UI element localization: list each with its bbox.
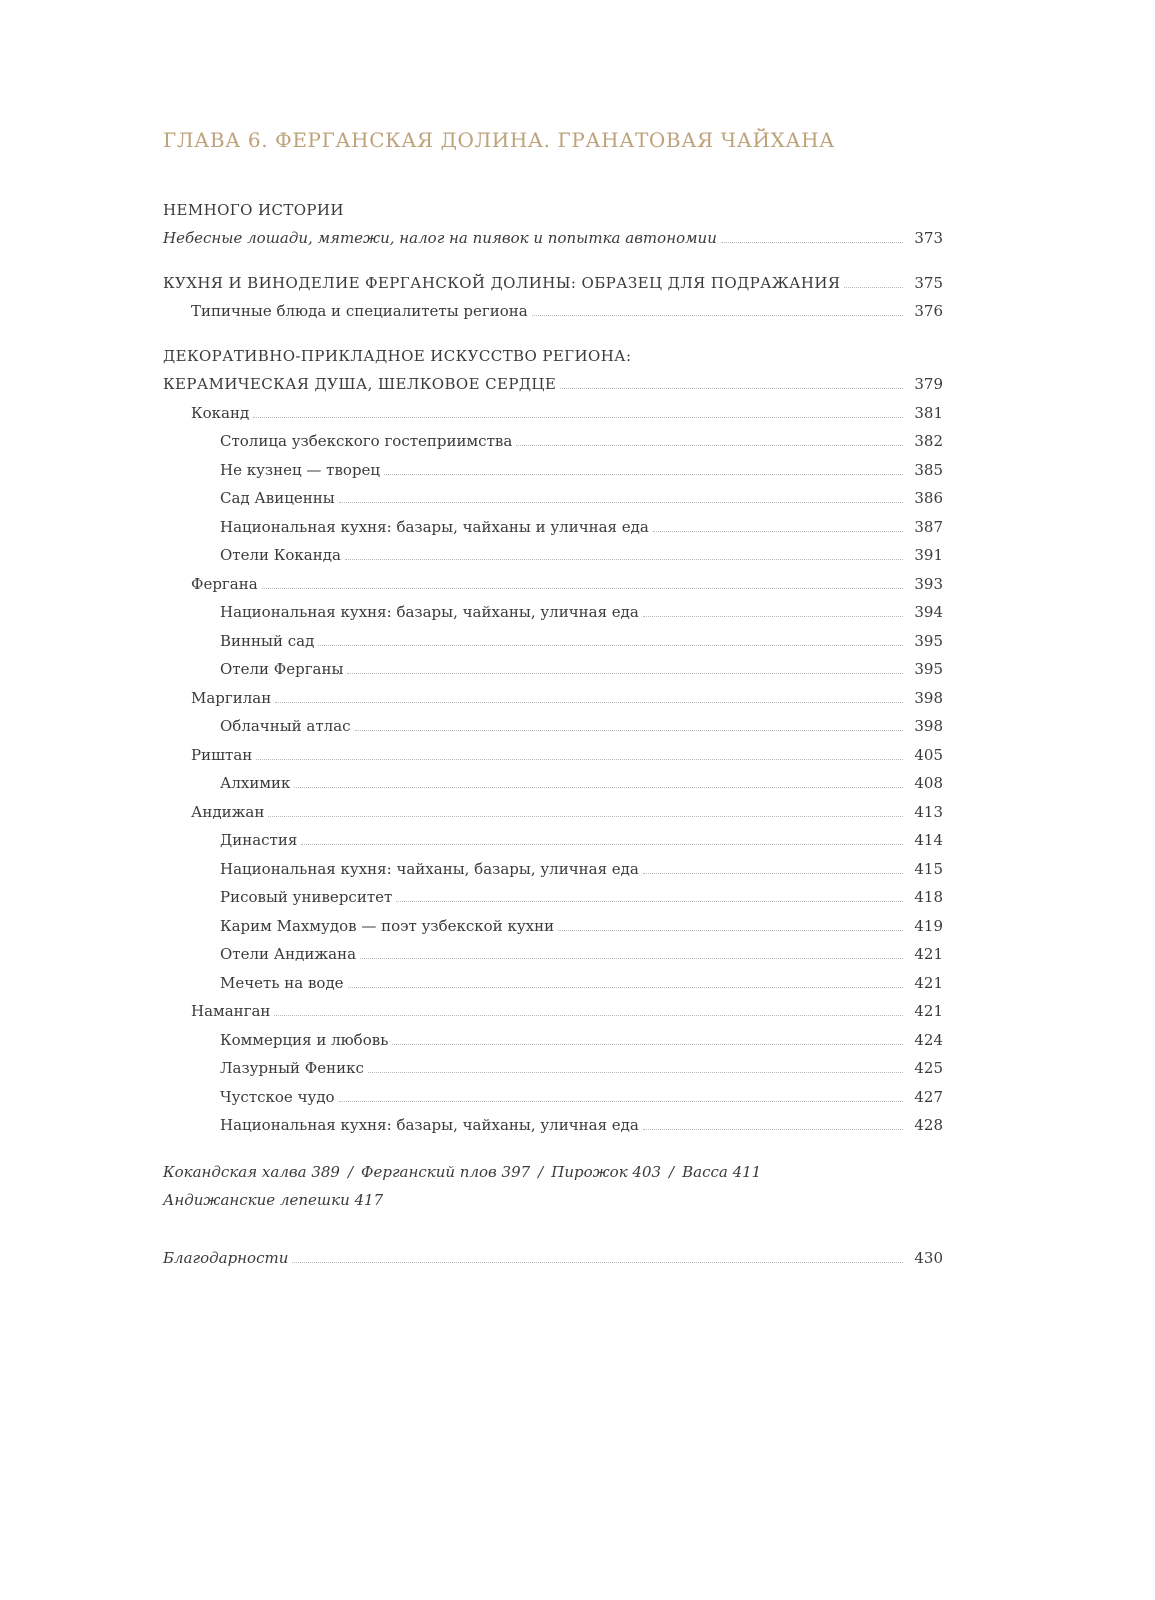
toc-entry[interactable]: [163, 1238, 943, 1267]
dot-leader: [318, 644, 903, 646]
dot-leader: [274, 1014, 903, 1016]
dot-leader: [643, 615, 903, 617]
dot-leader: [339, 1100, 903, 1102]
dot-leader: [392, 1043, 903, 1045]
toc-entry[interactable]: [163, 450, 943, 479]
recipe-item[interactable]: Васса 411: [682, 1163, 762, 1181]
entry-label: Лазурный Феникс: [220, 1059, 368, 1077]
separator: /: [347, 1163, 354, 1181]
recipe-line: [163, 1186, 761, 1214]
toc-entry[interactable]: [163, 422, 943, 451]
dot-leader: [532, 314, 903, 316]
page-number: 375: [903, 274, 943, 292]
dot-leader: [294, 786, 903, 788]
toc-section-heading: [163, 336, 943, 365]
entry-label: Национальная кухня: базары, чайханы, уличная еда: [220, 603, 643, 621]
page-number: 415: [903, 860, 943, 878]
page-number: 398: [903, 689, 943, 707]
toc-list: [163, 190, 943, 1134]
recipe-line: [163, 1158, 761, 1186]
page-number: 421: [903, 945, 943, 963]
entry-label: Алхимик: [220, 774, 294, 792]
toc-entry[interactable]: [163, 1077, 943, 1106]
dot-leader: [643, 1128, 903, 1130]
toc-entry[interactable]: [163, 906, 943, 935]
page-number: 418: [903, 888, 943, 906]
toc-section-heading[interactable]: [163, 263, 943, 292]
page-number: 395: [903, 632, 943, 650]
dot-leader: [384, 473, 903, 475]
toc-section-heading: [163, 190, 943, 219]
toc-entry[interactable]: [163, 821, 943, 850]
section-title: ДЕКОРАТИВНО-ПРИКЛАДНОЕ ИСКУССТВО РЕГИОНА:: [163, 347, 635, 365]
page-number: 376: [903, 302, 943, 320]
dot-leader: [643, 872, 903, 874]
page-number: 428: [903, 1116, 943, 1134]
page-number: 379: [903, 375, 943, 393]
dot-leader: [368, 1071, 903, 1073]
entry-label: Не кузнец — творец: [220, 461, 384, 479]
separator: /: [538, 1163, 544, 1181]
entry-label: Карим Махмудов — поэт узбекской кухни: [220, 917, 558, 935]
dot-leader: [516, 444, 903, 446]
page-number: 424: [903, 1031, 943, 1049]
toc-entry[interactable]: [163, 1049, 943, 1078]
page-number: 395: [903, 660, 943, 678]
recipe-list: [163, 1158, 761, 1214]
toc-entry[interactable]: [163, 507, 943, 536]
dot-leader: [844, 286, 903, 288]
page-number: 381: [903, 404, 943, 422]
page-number: 373: [903, 229, 943, 247]
page-number: 419: [903, 917, 943, 935]
entry-label: Коммерция и любовь: [220, 1031, 392, 1049]
toc-entry[interactable]: [163, 878, 943, 907]
recipe-item[interactable]: Кокандская халва 389: [163, 1163, 340, 1181]
toc-entry[interactable]: [163, 764, 943, 793]
page-number: 391: [903, 546, 943, 564]
page-number: 413: [903, 803, 943, 821]
entry-label: Сад Авиценны: [220, 489, 339, 507]
entry-label: Благодарности: [163, 1249, 292, 1267]
entry-label: Национальная кухня: чайханы, базары, уличная еда: [220, 860, 643, 878]
separator: /: [669, 1163, 675, 1181]
dot-leader: [355, 729, 903, 731]
page-number: 398: [903, 717, 943, 735]
toc-entry[interactable]: [163, 963, 943, 992]
toc-entry[interactable]: [163, 593, 943, 622]
toc-entry[interactable]: [163, 935, 943, 964]
entry-label: Облачный атлас: [220, 717, 355, 735]
toc-city-entry[interactable]: [163, 393, 943, 422]
dot-leader: [339, 501, 903, 503]
entry-label: Отели Ферганы: [220, 660, 347, 678]
entry-label: Риштан: [191, 746, 256, 764]
dot-leader: [348, 986, 903, 988]
dot-leader: [292, 1261, 903, 1263]
dot-leader: [275, 701, 903, 703]
toc-entry[interactable]: [163, 707, 943, 736]
toc-city-entry[interactable]: [163, 564, 943, 593]
entry-label: Маргилан: [191, 689, 275, 707]
toc-entry[interactable]: [163, 849, 943, 878]
recipe-item[interactable]: Пирожок 403: [551, 1163, 662, 1181]
page-number: 427: [903, 1088, 943, 1106]
toc-city-entry[interactable]: [163, 992, 943, 1021]
dot-leader: [347, 672, 903, 674]
toc-entry[interactable]: [163, 536, 943, 565]
page-number: 385: [903, 461, 943, 479]
recipe-item[interactable]: Андижанские лепешки 417: [163, 1191, 384, 1209]
dot-leader: [721, 241, 903, 243]
entry-label: Типичные блюда и специалитеты региона: [191, 302, 532, 320]
entry-label: Андижан: [191, 803, 268, 821]
page-number: 421: [903, 974, 943, 992]
section-title: КУХНЯ И ВИНОДЕЛИЕ ФЕРГАНСКОЙ ДОЛИНЫ: ОБРАЗЕЦ ДЛЯ ПОДРАЖАНИЯ: [163, 274, 844, 292]
dot-leader: [256, 758, 903, 760]
toc-city-entry[interactable]: [163, 792, 943, 821]
entry-label: Мечеть на воде: [220, 974, 348, 992]
dot-leader: [268, 815, 903, 817]
page-number: 414: [903, 831, 943, 849]
section-title: НЕМНОГО ИСТОРИИ: [163, 201, 348, 219]
dot-leader: [396, 900, 903, 902]
dot-leader: [253, 416, 903, 418]
entry-label: Наманган: [191, 1002, 274, 1020]
section-title-continued: КЕРАМИЧЕСКАЯ ДУША, ШЕЛКОВОЕ СЕРДЦЕ: [163, 375, 560, 393]
toc-entry[interactable]: [163, 1106, 943, 1135]
dot-leader: [560, 387, 903, 389]
page-number: 387: [903, 518, 943, 536]
toc-entry[interactable]: [163, 219, 943, 248]
chapter-title: ГЛАВА 6. ФЕРГАНСКАЯ ДОЛИНА. ГРАНАТОВАЯ ЧАЙХАНА: [163, 128, 835, 152]
recipe-item[interactable]: Ферганский плов 397: [361, 1163, 531, 1181]
toc-entry[interactable]: [163, 292, 943, 321]
entry-label: Династия: [220, 831, 301, 849]
entry-label: Винный сад: [220, 632, 318, 650]
page-number: 382: [903, 432, 943, 450]
entry-label: Столица узбекского гостеприимства: [220, 432, 516, 450]
entry-label: Национальная кухня: базары, чайханы, уличная еда: [220, 1116, 643, 1134]
page-number: 430: [903, 1249, 943, 1267]
page-number: 386: [903, 489, 943, 507]
toc-city-entry[interactable]: [163, 678, 943, 707]
toc-entry[interactable]: [163, 650, 943, 679]
toc-entry[interactable]: [163, 479, 943, 508]
acknowledgements-entry: [163, 1238, 943, 1267]
entry-label: Отели Коканда: [220, 546, 345, 564]
page-number: 421: [903, 1002, 943, 1020]
toc-section-heading[interactable]: [163, 365, 943, 394]
page-number: 394: [903, 603, 943, 621]
dot-leader: [262, 587, 903, 589]
dot-leader: [345, 558, 903, 560]
page-number: 393: [903, 575, 943, 593]
dot-leader: [301, 843, 903, 845]
entry-label: Фергана: [191, 575, 262, 593]
entry-label: Отели Андижана: [220, 945, 360, 963]
toc-entry[interactable]: [163, 621, 943, 650]
page-number: 408: [903, 774, 943, 792]
toc-entry[interactable]: [163, 1020, 943, 1049]
entry-label: Чустское чудо: [220, 1088, 339, 1106]
dot-leader: [653, 530, 903, 532]
entry-label: Небесные лошади, мятежи, налог на пиявок и попытка автономии: [163, 229, 721, 247]
dot-leader: [360, 957, 903, 959]
page-number: 425: [903, 1059, 943, 1077]
toc-city-entry[interactable]: [163, 735, 943, 764]
entry-label: Коканд: [191, 404, 253, 422]
entry-label: Рисовый университет: [220, 888, 396, 906]
dot-leader: [558, 929, 903, 931]
entry-label: Национальная кухня: базары, чайханы и уличная еда: [220, 518, 653, 536]
page-number: 405: [903, 746, 943, 764]
